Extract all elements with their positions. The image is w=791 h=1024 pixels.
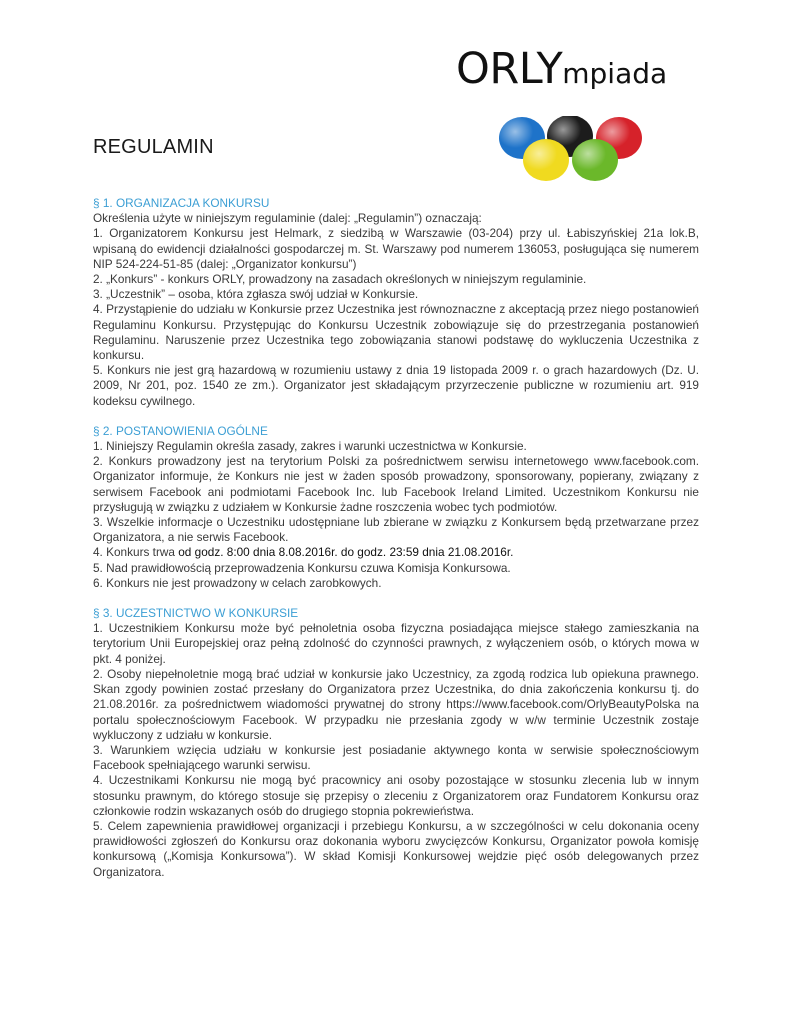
paragraph: 3. „Uczestnik” – osoba, która zgłasza swój udział w Konkursie. bbox=[93, 287, 419, 302]
paragraph: 5. Celem zapewnienia prawidłowej organizacji i przebiegu Konkursu, a w szczególności w celu dokonania oceny prawidłowości zgłoszeń do Konkursu oraz dokonania wyboru zwycięzców Konkursu, Organizator powoła komisję konkursową („Komisja Konkursowa”). W skład Komisji Konkursowej wejdzie pięć osób delegowanych przez Organizatora. bbox=[93, 818, 699, 879]
green-dot-shine bbox=[572, 139, 618, 181]
paragraph: 5. Nad prawidłowością przeprowadzenia Konkursu czuwa Komisja Konkursowa. bbox=[93, 560, 511, 575]
paragraph: 5. Konkurs nie jest grą hazardową w rozumieniu ustawy z dnia 19 listopada 2009 r. o grach hazardowych (Dz. U. 2009, Nr 201, poz. 1540 ze zm.). Organizator jest składającym przyrzeczenie publiczne w rozumieniu art. 919 kodeksu cywilnego. bbox=[93, 363, 699, 408]
logo-main-text: ORLY bbox=[456, 44, 563, 94]
dates-prefix: 4. Konkurs trwa bbox=[93, 545, 179, 560]
paragraph: 2. Osoby niepełnoletnie mogą brać udział w konkursie jako Uczestnicy, za zgodą rodzica lub opiekuna prawnego. Skan zgody powinien zostać przesłany do Organizatora przez Uczestnika, do dnia zakończenia konkursu tj. do 21.08.2016r. za pośrednictwem wiadomości prywatnej do strony https://www.facebook.com/OrlyBeautyPolska na portalu społecznościowym Facebook. W przypadku nie przesłania zgody w w/w terminie Uczestnik zostaje wykluczony z udziału w konkursie. bbox=[93, 666, 699, 742]
section-2 bbox=[93, 424, 699, 591]
page-title: REGULAMIN bbox=[93, 136, 214, 158]
paragraph: 1. Uczestnikiem Konkursu może być pełnoletnia osoba fizyczna posiadająca miejsce stałego zamieszkania na terytorium Unii Europejskiej oraz pełną zdolność do czynności prawnych, z wyłączeniem osób, o których mowa w pkt. 4 poniżej. bbox=[93, 621, 699, 666]
paragraph: 2. „Konkurs” - konkurs ORLY, prowadzony na zasadach określonych w niniejszym regulaminie. bbox=[93, 272, 587, 287]
paragraph: 1. Organizatorem Konkursu jest Helmark, z siedzibą w Warszawie (03-204) przy ul. Łabiszyńskiej 21a lok.B, wpisaną do ewidencji działalności gospodarczej m. St. Warszawy pod numerem 136053, posługująca się numerem NIP 524-224-51-85 (dalej: „Organizator konkursu”) bbox=[93, 226, 699, 271]
section-heading: § 3. UCZESTNICTWO W KONKURSIE bbox=[93, 606, 299, 621]
paragraph: 6. Konkurs nie jest prowadzony w celach zarobkowych. bbox=[93, 575, 382, 590]
logo-suffix-text: mpiada bbox=[562, 57, 668, 90]
paragraph: 3. Warunkiem wzięcia udziału w konkursie jest posiadanie aktywnego konta w serwisie społecznościowym Facebook spełniającego warunki serwisu. bbox=[93, 742, 699, 773]
paragraph: 4. Przystąpienie do udziału w Konkursie przez Uczestnika jest równoznaczne z akceptacją przez niego postanowień Regulaminu Konkursu. Przystępując do Konkursu Uczestnik zobowiązuje się do przestrzegania postanowień Regulaminu. Naruszenie przez Uczestnika tego zobowiązania stanowi podstawę do wykluczenia Uczestnika z konkursu. bbox=[93, 302, 699, 363]
paragraph: 2. Konkurs prowadzony jest na terytorium Polski za pośrednictwem serwisu internetowego www.facebook.com. Organizator informuje, że Konkurs nie jest w żaden sposób prowadzony, sponsorowany, popierany, związany z serwisem Facebook ani podmiotami Facebook Inc. lub Facebook Ireland Limited. Uczestnikom Konkursu nie przysługują w związku z udziałem w Konkursie żadne roszczenia wobec tych podmiotów. bbox=[93, 454, 699, 514]
paragraph: 1. Niniejszy Regulamin określa zasady, zakres i warunki uczestnictwa w Konkursie. bbox=[93, 439, 527, 454]
orlympiada-logo bbox=[456, 44, 706, 94]
regulations-body bbox=[93, 196, 699, 895]
section-heading: § 1. ORGANIZACJA KONKURSU bbox=[93, 196, 270, 210]
section-1 bbox=[93, 196, 699, 409]
section-3 bbox=[93, 606, 699, 880]
yellow-dot-shine bbox=[523, 139, 569, 181]
paragraph: Określenia użyte w niniejszym regulaminie (dalej: „Regulamin”) oznaczają: bbox=[93, 211, 482, 226]
olympic-polish-dots-logo bbox=[498, 116, 646, 186]
contest-dates: od godz. 8:00 dnia 8.08.2016r. do godz. 23:59 dnia 21.08.2016r. bbox=[178, 545, 514, 560]
paragraph: 4. Uczestnikami Konkursu nie mogą być pracownicy ani osoby pozostające w stosunku zlecenia lub w innym stosunku prawnym, do którego stosuje się przepisy o zleceniu z Organizatorem oraz Fundatorem Konkursu oraz członkowie rodzin wskazanych osób do drugiego stopnia pokrewieństwa. bbox=[93, 773, 699, 818]
section-heading: § 2. POSTANOWIENIA OGÓLNE bbox=[93, 423, 268, 438]
paragraph-contest-dates bbox=[93, 545, 699, 560]
paragraph: 3. Wszelkie informacje o Uczestniku udostępniane lub zbierane w związku z Konkursem będą przetwarzane przez Organizatora, a nie serwis Facebook. bbox=[93, 515, 699, 545]
